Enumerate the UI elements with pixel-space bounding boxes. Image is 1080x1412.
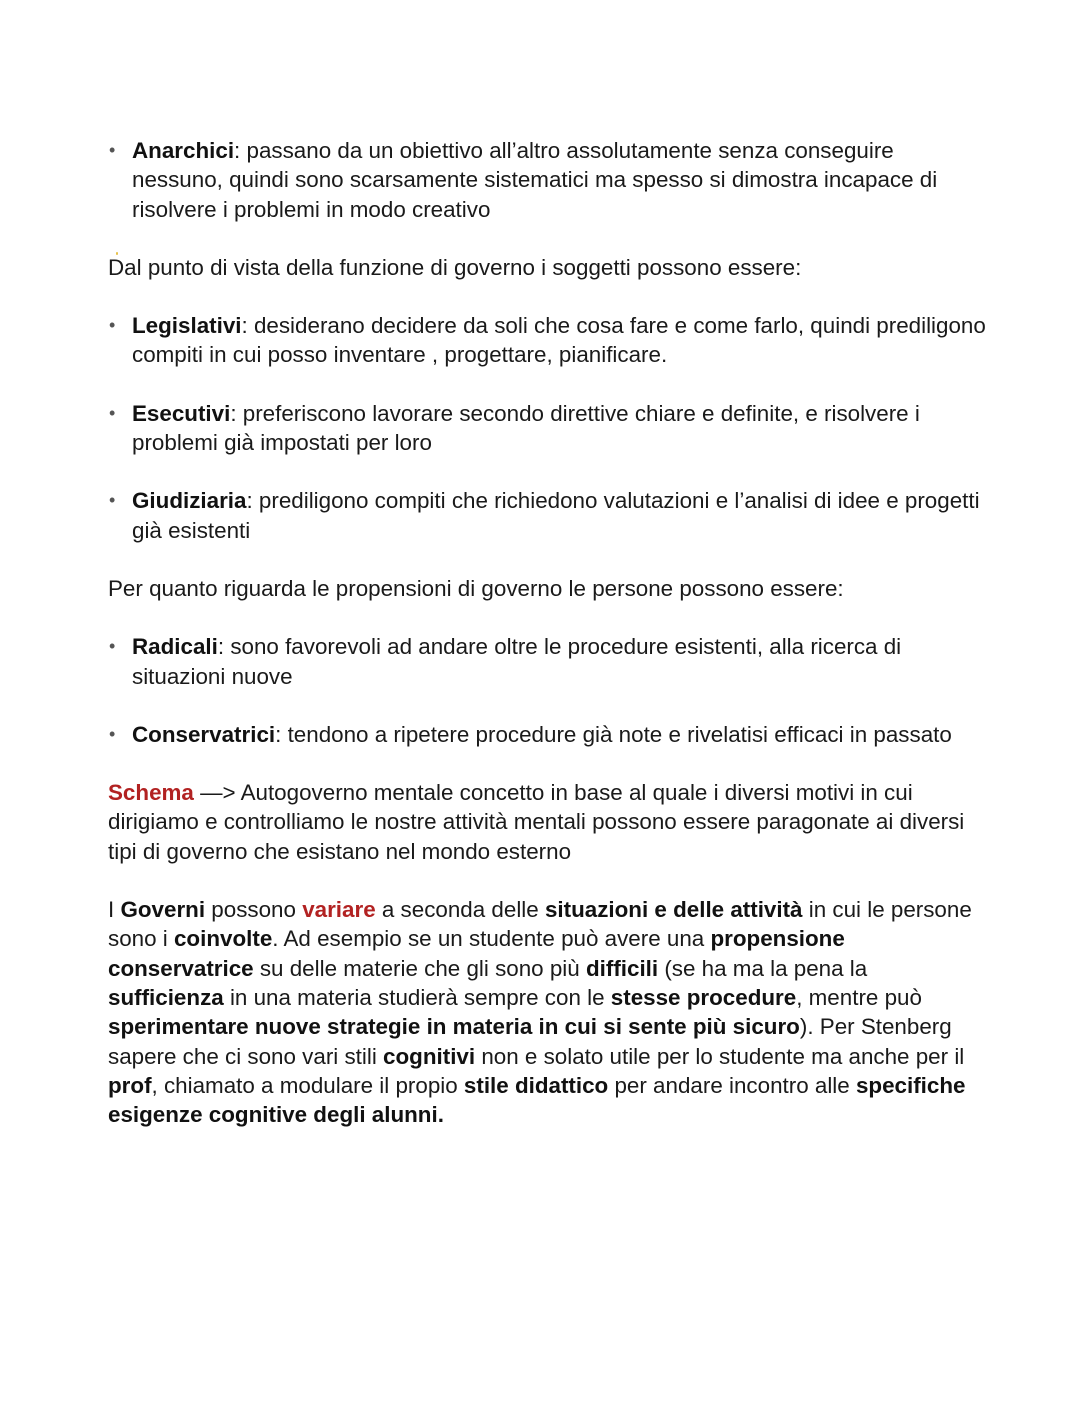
list-item-radicali	[108, 632, 988, 691]
intro-funzione: Dal punto di vista della funzione di governo i soggetti possono essere:	[108, 254, 802, 280]
term: Anarchici	[132, 138, 235, 163]
list-item-anarchici	[108, 136, 988, 224]
bold-run: cognitivi	[383, 1043, 476, 1069]
schema-paragraph	[108, 778, 988, 866]
text-run: I	[108, 897, 121, 923]
bullet-icon: •	[109, 636, 116, 657]
list-item-giudiziaria	[108, 486, 988, 545]
text-run: non e solato utile per lo studente ma anche per il	[475, 1043, 965, 1069]
schema-arrow: —>	[193, 780, 241, 806]
definition: : sono favorevoli ad andare oltre le procedure esistenti, alla ricerca di situazioni nuove	[132, 634, 902, 689]
bullet-icon: •	[109, 315, 116, 336]
term: Legislativi	[132, 313, 242, 339]
text-run: a seconda delle	[375, 897, 545, 923]
schema-text: Autogoverno mentale concetto in base al quale i diversi motivi in cui dirigiamo e controlliamo le nostre attività mentali possono essere paragonate ai diversi tipi di governo che esistano nel mondo esterno	[108, 780, 965, 864]
bullet-icon: •	[109, 490, 116, 511]
term: Esecutivi	[132, 400, 231, 426]
text-run: su delle materie che gli sono più	[253, 955, 586, 981]
bullet-icon: •	[109, 723, 116, 744]
bullet-icon: •	[109, 140, 116, 160]
bold-run: Governi	[120, 897, 206, 923]
text-run: ). Per Stenberg sapere che ci sono vari stili	[108, 1014, 952, 1069]
definition: : tendono a ripetere procedure già note e rivelatisi efficaci in passato	[275, 721, 952, 747]
bold-run: sufficienza	[108, 984, 224, 1010]
definition: : passano da un obiettivo all’altro assolutamente senza conseguire nessuno, quindi sono scarsamente sistematici ma spesso si dimostra incapace di risolvere i problemi in modo creativo	[132, 138, 938, 222]
bold-run: sperimentare nuove strategie in materia in cui si sente più sicuro	[108, 1014, 800, 1040]
definition: : preferiscono lavorare secondo direttive chiare e definite, e risolvere i problemi già impostati per loro	[132, 400, 920, 456]
bold-run: stile didattico	[463, 1072, 609, 1098]
text-run: in una materia studierà sempre con le	[223, 984, 611, 1010]
text-run: per andare incontro alle	[608, 1072, 856, 1098]
bold-run: difficili	[585, 955, 659, 981]
text-run: . Ad esempio se un studente può avere una	[272, 926, 711, 952]
term: Conservatrici	[132, 721, 276, 747]
text-run: possono	[205, 897, 303, 923]
text-run: , mentre può	[796, 984, 922, 1010]
list-item-conservatrici	[108, 720, 988, 749]
bold-run: specifiche esigenze cognitive degli alunni.	[108, 1072, 966, 1128]
highlight-run: variare	[302, 897, 376, 923]
text-run: , chiamato a modulare il propio	[151, 1072, 464, 1098]
text-run: (se ha ma la pena la	[658, 955, 868, 981]
bold-run: coinvolte	[173, 926, 273, 952]
final-paragraph	[108, 895, 988, 1129]
bold-run: prof	[108, 1072, 152, 1098]
list-item-esecutivi	[108, 399, 988, 458]
term: Giudiziaria	[132, 488, 247, 514]
schema-label: Schema	[108, 780, 194, 806]
bold-run: stesse procedure	[610, 984, 797, 1010]
bold-run: propensione conservatrice	[108, 926, 845, 981]
bold-run: situazioni e delle attività	[544, 897, 803, 923]
intro-propensioni: Per quanto riguarda le propensioni di governo le persone possono essere:	[108, 575, 844, 601]
list-item-legislativi	[108, 311, 988, 370]
text-run: in cui le persone sono i	[108, 897, 972, 952]
definition: : prediligono compiti che richiedono valutazioni e l’analisi di idee e progetti già esistenti	[132, 488, 980, 543]
definition: : desiderano decidere da soli che cosa fare e come farlo, quindi prediligono compiti in cui posso inventare , progettare, pianificare.	[132, 313, 986, 368]
term: Radicali	[132, 634, 218, 660]
bullet-icon: •	[109, 402, 116, 423]
document-page	[108, 136, 988, 1129]
